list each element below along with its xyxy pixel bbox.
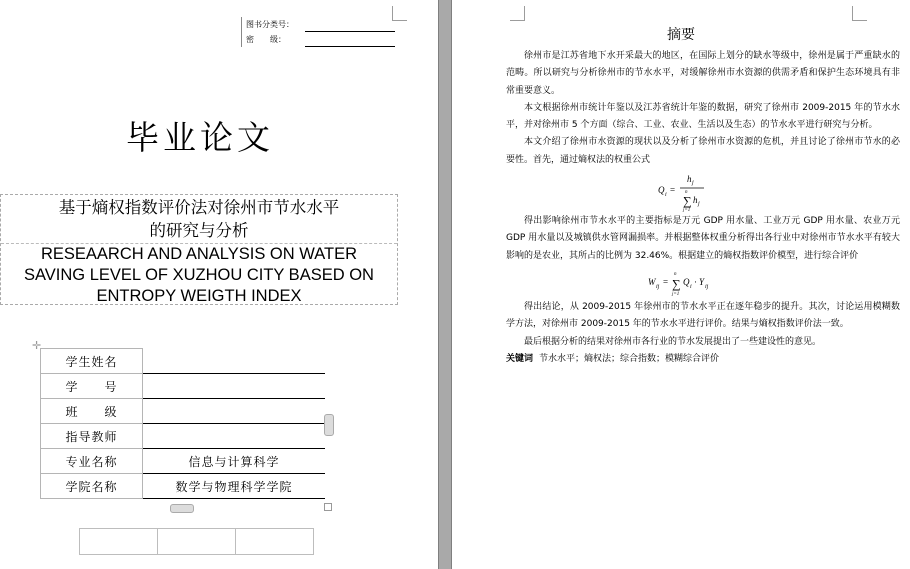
field-label: 学生姓名 — [41, 349, 143, 374]
field-label: 班 级 — [41, 399, 143, 424]
crop-mark — [852, 6, 867, 21]
table-resize-handle[interactable] — [324, 503, 332, 511]
title-en — [1, 243, 397, 307]
table-row — [41, 474, 326, 499]
weight-formula-image — [656, 169, 736, 213]
svg-text:j: j — [692, 180, 694, 187]
svg-text:∑: ∑ — [672, 276, 681, 291]
svg-text:h: h — [693, 195, 698, 206]
field-label: 专业名称 — [41, 449, 143, 474]
svg-text:=: = — [663, 276, 669, 287]
title-cn — [1, 196, 397, 242]
keywords-label: 关键词 — [506, 353, 534, 364]
footer-cell[interactable] — [80, 529, 158, 555]
main-title: 毕业论文 — [126, 118, 274, 157]
title-en-line1: RESEAARCH AND ANALYSIS ON WATER — [40, 245, 357, 263]
field-value[interactable]: 数学与物理科学学院 — [143, 474, 326, 499]
abstract-paragraph: 徐州市是江苏省地下水开采最大的地区，在国际上划分的缺水等级中，徐州是属于严重缺水的范畴。所以研究与分析徐州市的节水水平，对缓解徐州市水资源的供需矛盾和保护生态环境具有非常重要意义。 — [506, 51, 900, 96]
abstract-paragraph: 得出影响徐州市节水水平的主要指标是万元 GDP 用水量、工业万元 GDP 用水量、农业万元 GDP 用水量以及城镇供水管网漏损率。并根据整体权重分析得出各行业中对徐州市节水水平有较大影响的是农业，其所占的比例为 32.46%。根据建立的熵权指数评价模型，进行综合评价 — [506, 216, 900, 261]
weight-formula — [506, 169, 900, 213]
svg-text:ij: ij — [656, 283, 660, 290]
field-label: 指导教师 — [41, 424, 143, 449]
thesis-title-box[interactable] — [0, 194, 398, 305]
title-cn-line1: 基于熵权指数评价法对徐州市节水水平 — [58, 198, 340, 217]
svg-text:i: i — [690, 283, 692, 290]
svg-text:Y: Y — [699, 276, 705, 287]
abstract-paragraph: 最后根据分析的结果对徐州市各行业的节水发展提出了一些建设性的意见。 — [524, 336, 822, 347]
abstract-paragraph: 本文介绍了徐州市水资源的现状以及分析了徐州市水资源的危机，并且讨论了徐州市节水的必要性。首先，通过熵权法的权重公式 — [506, 137, 900, 165]
title-en-line3: ENTROPY WEIGTH INDEX — [96, 287, 302, 305]
field-value[interactable] — [143, 374, 326, 399]
svg-text:n: n — [674, 271, 677, 277]
abstract-title: 摘要 — [667, 27, 695, 43]
keywords-line — [506, 351, 900, 368]
field-value[interactable]: 信息与计算科学 — [143, 449, 326, 474]
footer-cell[interactable] — [158, 529, 236, 555]
field-value[interactable] — [143, 349, 326, 374]
table-row — [41, 374, 326, 399]
keywords-text: 节水水平；熵权法；综合指数；模糊综合评价 — [539, 353, 720, 364]
field-label: 学院名称 — [41, 474, 143, 499]
svg-text:Q: Q — [658, 185, 665, 196]
crop-mark — [510, 6, 525, 21]
table-row — [41, 349, 326, 374]
field-value[interactable] — [143, 424, 326, 449]
field-label: 学 号 — [41, 374, 143, 399]
class-number-label: 图书分类号： — [241, 17, 305, 32]
svg-text:j=1: j=1 — [683, 208, 691, 214]
footer-cell[interactable] — [236, 529, 314, 555]
footer-table — [79, 528, 314, 555]
svg-text:W: W — [648, 276, 656, 287]
secrecy-field[interactable] — [305, 32, 395, 47]
table-row — [80, 529, 314, 555]
page-gap — [438, 0, 452, 569]
svg-text:j: j — [698, 201, 700, 208]
title-cn-line2: 的研究与分析 — [149, 221, 249, 240]
class-number-row — [241, 17, 395, 32]
table-row — [41, 449, 326, 474]
classification-box — [241, 17, 395, 47]
table-row — [41, 399, 326, 424]
abstract-body — [506, 48, 900, 368]
abstract-paragraph: 本文根据徐州市统计年鉴以及江苏省统计年鉴的数据，研究了徐州市 2009-2015 年的节水水平，并对徐州市 5 个方面（综合、工业、农业、生活以及生态）的节水水平进行研究与分析。 — [506, 102, 900, 131]
student-info-table — [40, 348, 325, 499]
abstract-page — [452, 0, 910, 569]
title-en-line2: SAVING LEVEL OF XUZHOU CITY BASED ON — [24, 266, 374, 284]
svg-text:Q: Q — [683, 276, 690, 287]
index-formula-image — [646, 265, 736, 299]
table-bottom-handle[interactable] — [170, 504, 194, 513]
svg-text:n: n — [685, 190, 688, 196]
table-move-handle-icon[interactable]: ✛ — [32, 339, 42, 352]
svg-text:·: · — [694, 276, 697, 287]
svg-text:∑: ∑ — [683, 194, 692, 209]
svg-text:ij: ij — [705, 283, 709, 290]
abstract-paragraph: 得出结论，从 2009-2015 年徐州市的节水水平正在逐年稳步的提升。其次，讨论运用模糊数学方法，对徐州市 2009-2015 年的节水水平进行评价。结果与熵权指数评价法一致。 — [506, 301, 900, 330]
table-row — [41, 424, 326, 449]
index-formula — [506, 265, 900, 299]
svg-text:i: i — [665, 192, 667, 199]
field-value[interactable] — [143, 399, 326, 424]
secrecy-label: 密 级： — [241, 32, 305, 47]
table-side-handle[interactable] — [324, 414, 334, 436]
svg-text:j=1: j=1 — [672, 291, 680, 297]
class-number-field[interactable] — [305, 17, 395, 32]
svg-text:h: h — [687, 174, 692, 185]
cover-page — [0, 0, 438, 569]
svg-text:=: = — [670, 185, 676, 196]
secrecy-row — [241, 32, 395, 47]
